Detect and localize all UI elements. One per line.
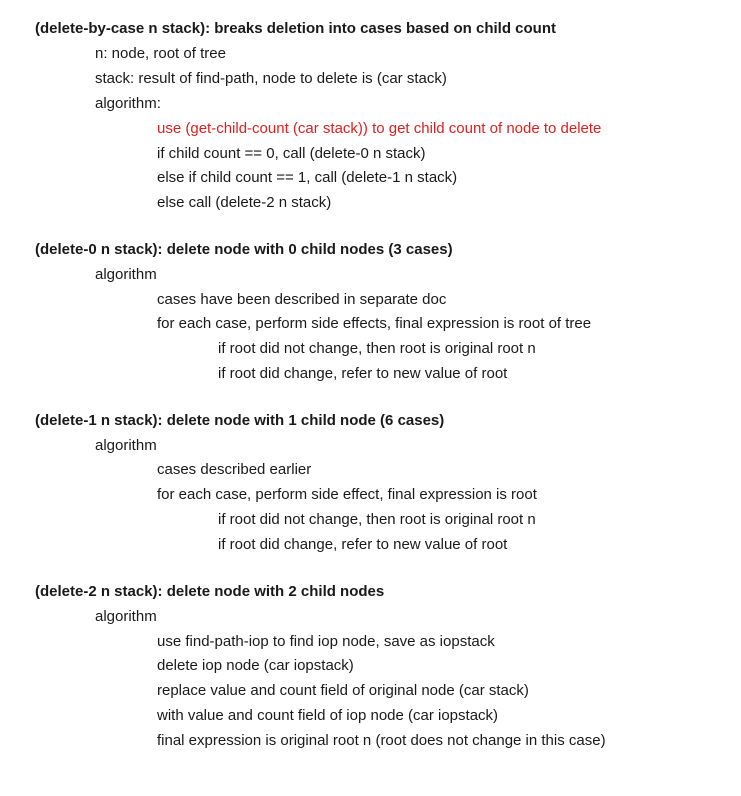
section4-step-2: delete iop node (car iopstack): [157, 657, 354, 674]
section4-step-4: with value and count field of iop node (car iopstack): [157, 707, 499, 724]
section3-step-1: cases described earlier: [157, 461, 312, 478]
section4-algorithm-label: algorithm: [95, 608, 157, 625]
section2-sub-1: if root did not change, then root is original root n: [218, 340, 536, 357]
section4-step-5: final expression is original root n (root does not change in this case): [157, 732, 606, 749]
section1-step-1-highlighted: use (get-child-count (car stack)) to get child count of node to delete: [157, 120, 602, 137]
section4-step-3: replace value and count field of original node (car stack): [157, 682, 529, 699]
section1-step-4: else call (delete-2 n stack): [157, 194, 332, 211]
section1-step-3: else if child count == 1, call (delete-1 n stack): [157, 169, 458, 186]
section2-algorithm-label: algorithm: [95, 266, 157, 283]
section2-heading: (delete-0 n stack): delete node with 0 child nodes (3 cases): [35, 241, 453, 258]
section2-sub-2: if root did change, refer to new value of root: [218, 365, 508, 382]
section3-sub-1: if root did not change, then root is original root n: [218, 511, 536, 528]
section3-algorithm-label: algorithm: [95, 437, 157, 454]
section3-sub-2: if root did change, refer to new value of root: [218, 536, 508, 553]
section1-algorithm-label: algorithm:: [95, 95, 161, 112]
section3-heading: (delete-1 n stack): delete node with 1 child node (6 cases): [35, 412, 445, 429]
section1-param-n: n: node, root of tree: [95, 45, 226, 62]
section4-step-1: use find-path-iop to find iop node, save as iopstack: [157, 633, 495, 650]
section4-heading: (delete-2 n stack): delete node with 2 child nodes: [35, 583, 385, 600]
section2-step-2: for each case, perform side effects, final expression is root of tree: [157, 315, 592, 332]
section3-step-2: for each case, perform side effect, final expression is root: [157, 486, 537, 503]
section2-step-1: cases have been described in separate doc: [157, 291, 447, 308]
section1-step-2: if child count == 0, call (delete-0 n stack): [157, 145, 426, 162]
section1-param-stack: stack: result of find-path, node to delete is (car stack): [95, 70, 447, 87]
section1-heading: (delete-by-case n stack): breaks deletion into cases based on child count: [35, 20, 556, 37]
